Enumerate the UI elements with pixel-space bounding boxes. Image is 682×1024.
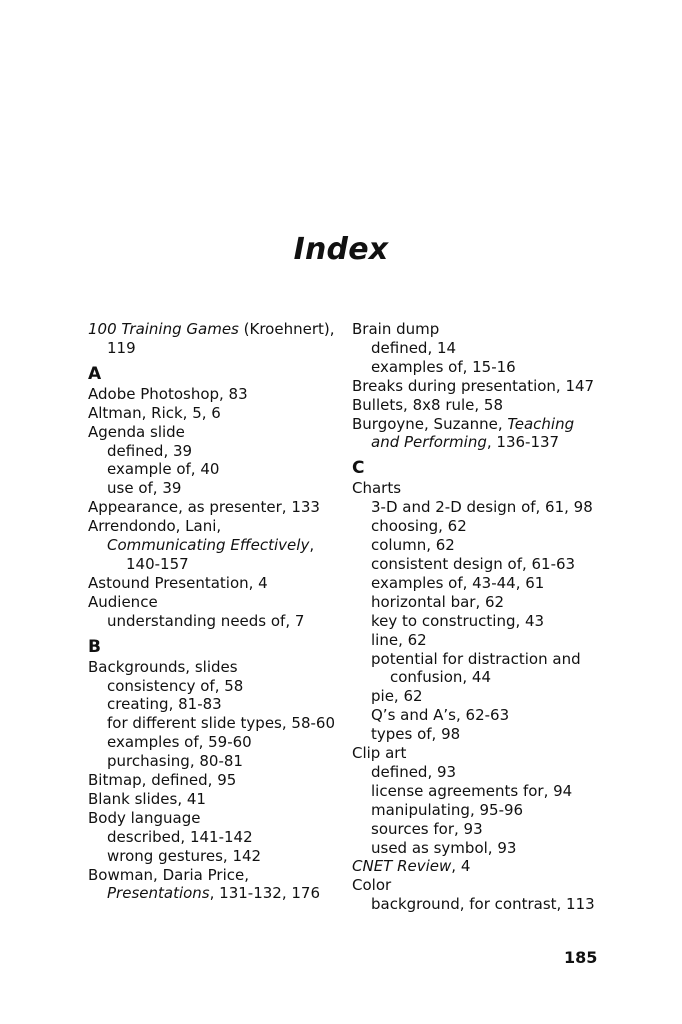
index-entry-text: confusion, 44: [390, 668, 492, 687]
index-subentry: [88, 339, 346, 358]
index-entry-text: understanding needs of, 7: [107, 611, 305, 630]
index-subentry: [88, 677, 346, 696]
index-subentry: [352, 763, 652, 782]
index-subentry: [88, 752, 346, 771]
index-entry-text: 119: [107, 338, 136, 357]
index-subentry: [352, 687, 652, 706]
index-entry-text: key to constructing, 43: [371, 611, 545, 630]
index-entry-text: Burgoyne, Suzanne,: [352, 414, 508, 433]
index-entry-text: 100 Training Games: [88, 320, 239, 338]
index-entry: [88, 385, 346, 404]
index-entry-text: Blank slides, 41: [88, 789, 206, 808]
index-entry-text: Q’s and A’s, 62-63: [371, 706, 510, 725]
index-entry-text: line, 62: [371, 630, 427, 649]
index-entry-text: ,: [309, 536, 315, 555]
index-subentry: [88, 847, 346, 866]
index-entry-text: Color: [352, 876, 392, 895]
index-subentry: [88, 733, 346, 752]
index-entry: [352, 396, 652, 415]
index-entry-text: used as symbol, 93: [371, 838, 517, 857]
index-subentry: [88, 612, 346, 631]
index-entry-text: consistency of, 58: [107, 676, 244, 695]
index-entry-text: described, 141-142: [107, 827, 253, 846]
index-entry-text: Arrendondo, Lani,: [88, 517, 222, 536]
index-entry-text: background, for contrast, 113: [371, 895, 595, 914]
page-number: 185: [564, 948, 598, 967]
index-entry-text: Bullets, 8x8 rule, 58: [352, 395, 504, 414]
index-entry-text: , 136-137: [486, 433, 560, 452]
index-entry-text: Body language: [88, 808, 201, 827]
index-entry-text: 140-157: [126, 554, 189, 573]
index-entry: [88, 790, 346, 809]
index-entry: [88, 498, 346, 517]
index-entry-text: Backgrounds, slides: [88, 657, 238, 676]
index-subentry: [352, 536, 652, 555]
index-subentry: [88, 479, 346, 498]
index-subentry: [352, 574, 652, 593]
index-entry-text: choosing, 62: [371, 517, 467, 536]
index-section-letter: A: [88, 363, 102, 384]
index-subentry: [352, 706, 652, 725]
index-entry: [88, 404, 346, 423]
index-entry-text: wrong gestures, 142: [107, 846, 262, 865]
index-subentry: [352, 339, 652, 358]
index-entry-text: Clip art: [352, 744, 407, 763]
index-subentry: [352, 612, 652, 631]
index-entry: [352, 415, 652, 434]
index-entry-text: defined, 14: [371, 338, 457, 357]
index-subentry: [352, 433, 652, 452]
index-entry: [352, 377, 652, 396]
index-subentry: [352, 725, 652, 744]
index-entry-text: Communicating Effectively: [107, 536, 310, 555]
index-entry-text: and Performing: [371, 433, 487, 452]
index-subentry: [88, 695, 346, 714]
index-entry: [88, 658, 346, 677]
index-entry-text: Brain dump: [352, 320, 440, 338]
index-column-right: [352, 320, 652, 914]
index-entry-text: Bitmap, defined, 95: [88, 771, 237, 790]
index-entry-text: examples of, 15-16: [371, 357, 516, 376]
index-entry-text: purchasing, 80-81: [107, 752, 243, 771]
index-entry-text: pie, 62: [371, 687, 423, 706]
index-entry-text: Presentations: [107, 884, 210, 903]
index-entry-text: horizontal bar, 62: [371, 592, 505, 611]
index-entry-text: license agreements for, 94: [371, 781, 573, 800]
index-subentry: [352, 782, 652, 801]
index-subentry: [88, 714, 346, 733]
index-entry-text: Astound Presentation, 4: [88, 573, 268, 592]
index-entry-text: examples of, 43-44, 61: [371, 573, 545, 592]
index-entry-text: sources for, 93: [371, 819, 483, 838]
index-entry: [88, 423, 346, 442]
index-entry-text: column, 62: [371, 536, 455, 555]
index-subentry: [352, 358, 652, 377]
index-entry-text: consistent design of, 61-63: [371, 554, 576, 573]
index-entry-text: examples of, 59-60: [107, 733, 252, 752]
index-entry-text: use of, 39: [107, 479, 182, 498]
index-subentry: [88, 442, 346, 461]
index-subentry: [88, 884, 346, 903]
index-entry-text: Charts: [352, 479, 402, 498]
index-subentry: [352, 820, 652, 839]
index-entry-text: (Kroehnert),: [238, 320, 335, 338]
index-subentry: [352, 631, 652, 650]
index-entry: [352, 479, 652, 498]
index-subentry: [88, 555, 346, 574]
index-entry-text: Altman, Rick, 5, 6: [88, 403, 221, 422]
index-entry-text: Teaching: [507, 414, 575, 433]
index-entry-text: Breaks during presentation, 147: [352, 376, 595, 395]
index-entry-text: types of, 98: [371, 725, 461, 744]
index-subentry: [352, 839, 652, 858]
index-entry-text: defined, 39: [107, 441, 193, 460]
index-entry: [352, 876, 652, 895]
index-entry: [88, 320, 346, 339]
index-entry: [88, 809, 346, 828]
index-entry: [352, 320, 652, 339]
index-subentry: [88, 828, 346, 847]
index-entry: [88, 517, 346, 536]
index-entry-text: Adobe Photoshop, 83: [88, 384, 248, 403]
index-entry-text: Audience: [88, 592, 158, 611]
index-subentry: [88, 460, 346, 479]
index-entry-text: creating, 81-83: [107, 695, 222, 714]
index-subentry: [352, 668, 652, 687]
index-entry-text: 3-D and 2-D design of, 61, 98: [371, 498, 593, 517]
index-subentry: [352, 895, 652, 914]
index-entry-text: Bowman, Daria Price,: [88, 865, 249, 884]
index-entry: [88, 593, 346, 612]
index-entry: [88, 771, 346, 790]
index-entry: [88, 866, 346, 885]
index-entry-text: manipulating, 95-96: [371, 800, 524, 819]
index-entry-text: example of, 40: [107, 460, 220, 479]
index-entry-text: for different slide types, 58-60: [107, 714, 335, 733]
index-subentry: [352, 801, 652, 820]
page-title: Index: [293, 232, 389, 267]
index-entry-text: defined, 93: [371, 762, 457, 781]
index-subentry: [88, 536, 346, 555]
index-subentry: [352, 517, 652, 536]
index-entry: [88, 574, 346, 593]
index-column-left: [88, 320, 346, 903]
index-subentry: [352, 593, 652, 612]
index-entry-text: , 4: [451, 857, 471, 876]
index-entry-text: potential for distraction and: [371, 649, 581, 668]
index-section-letter: B: [88, 636, 101, 657]
index-subentry: [352, 498, 652, 517]
index-entry-text: Appearance, as presenter, 133: [88, 498, 320, 517]
index-entry-text: Agenda slide: [88, 422, 185, 441]
index-subentry: [352, 650, 652, 669]
index-section-letter: C: [352, 458, 365, 479]
index-entry-text: CNET Review: [352, 857, 452, 876]
index-entry: [352, 744, 652, 763]
index-subentry: [352, 555, 652, 574]
index-entry-text: , 131-132, 176: [209, 884, 321, 903]
index-entry: [352, 857, 652, 876]
